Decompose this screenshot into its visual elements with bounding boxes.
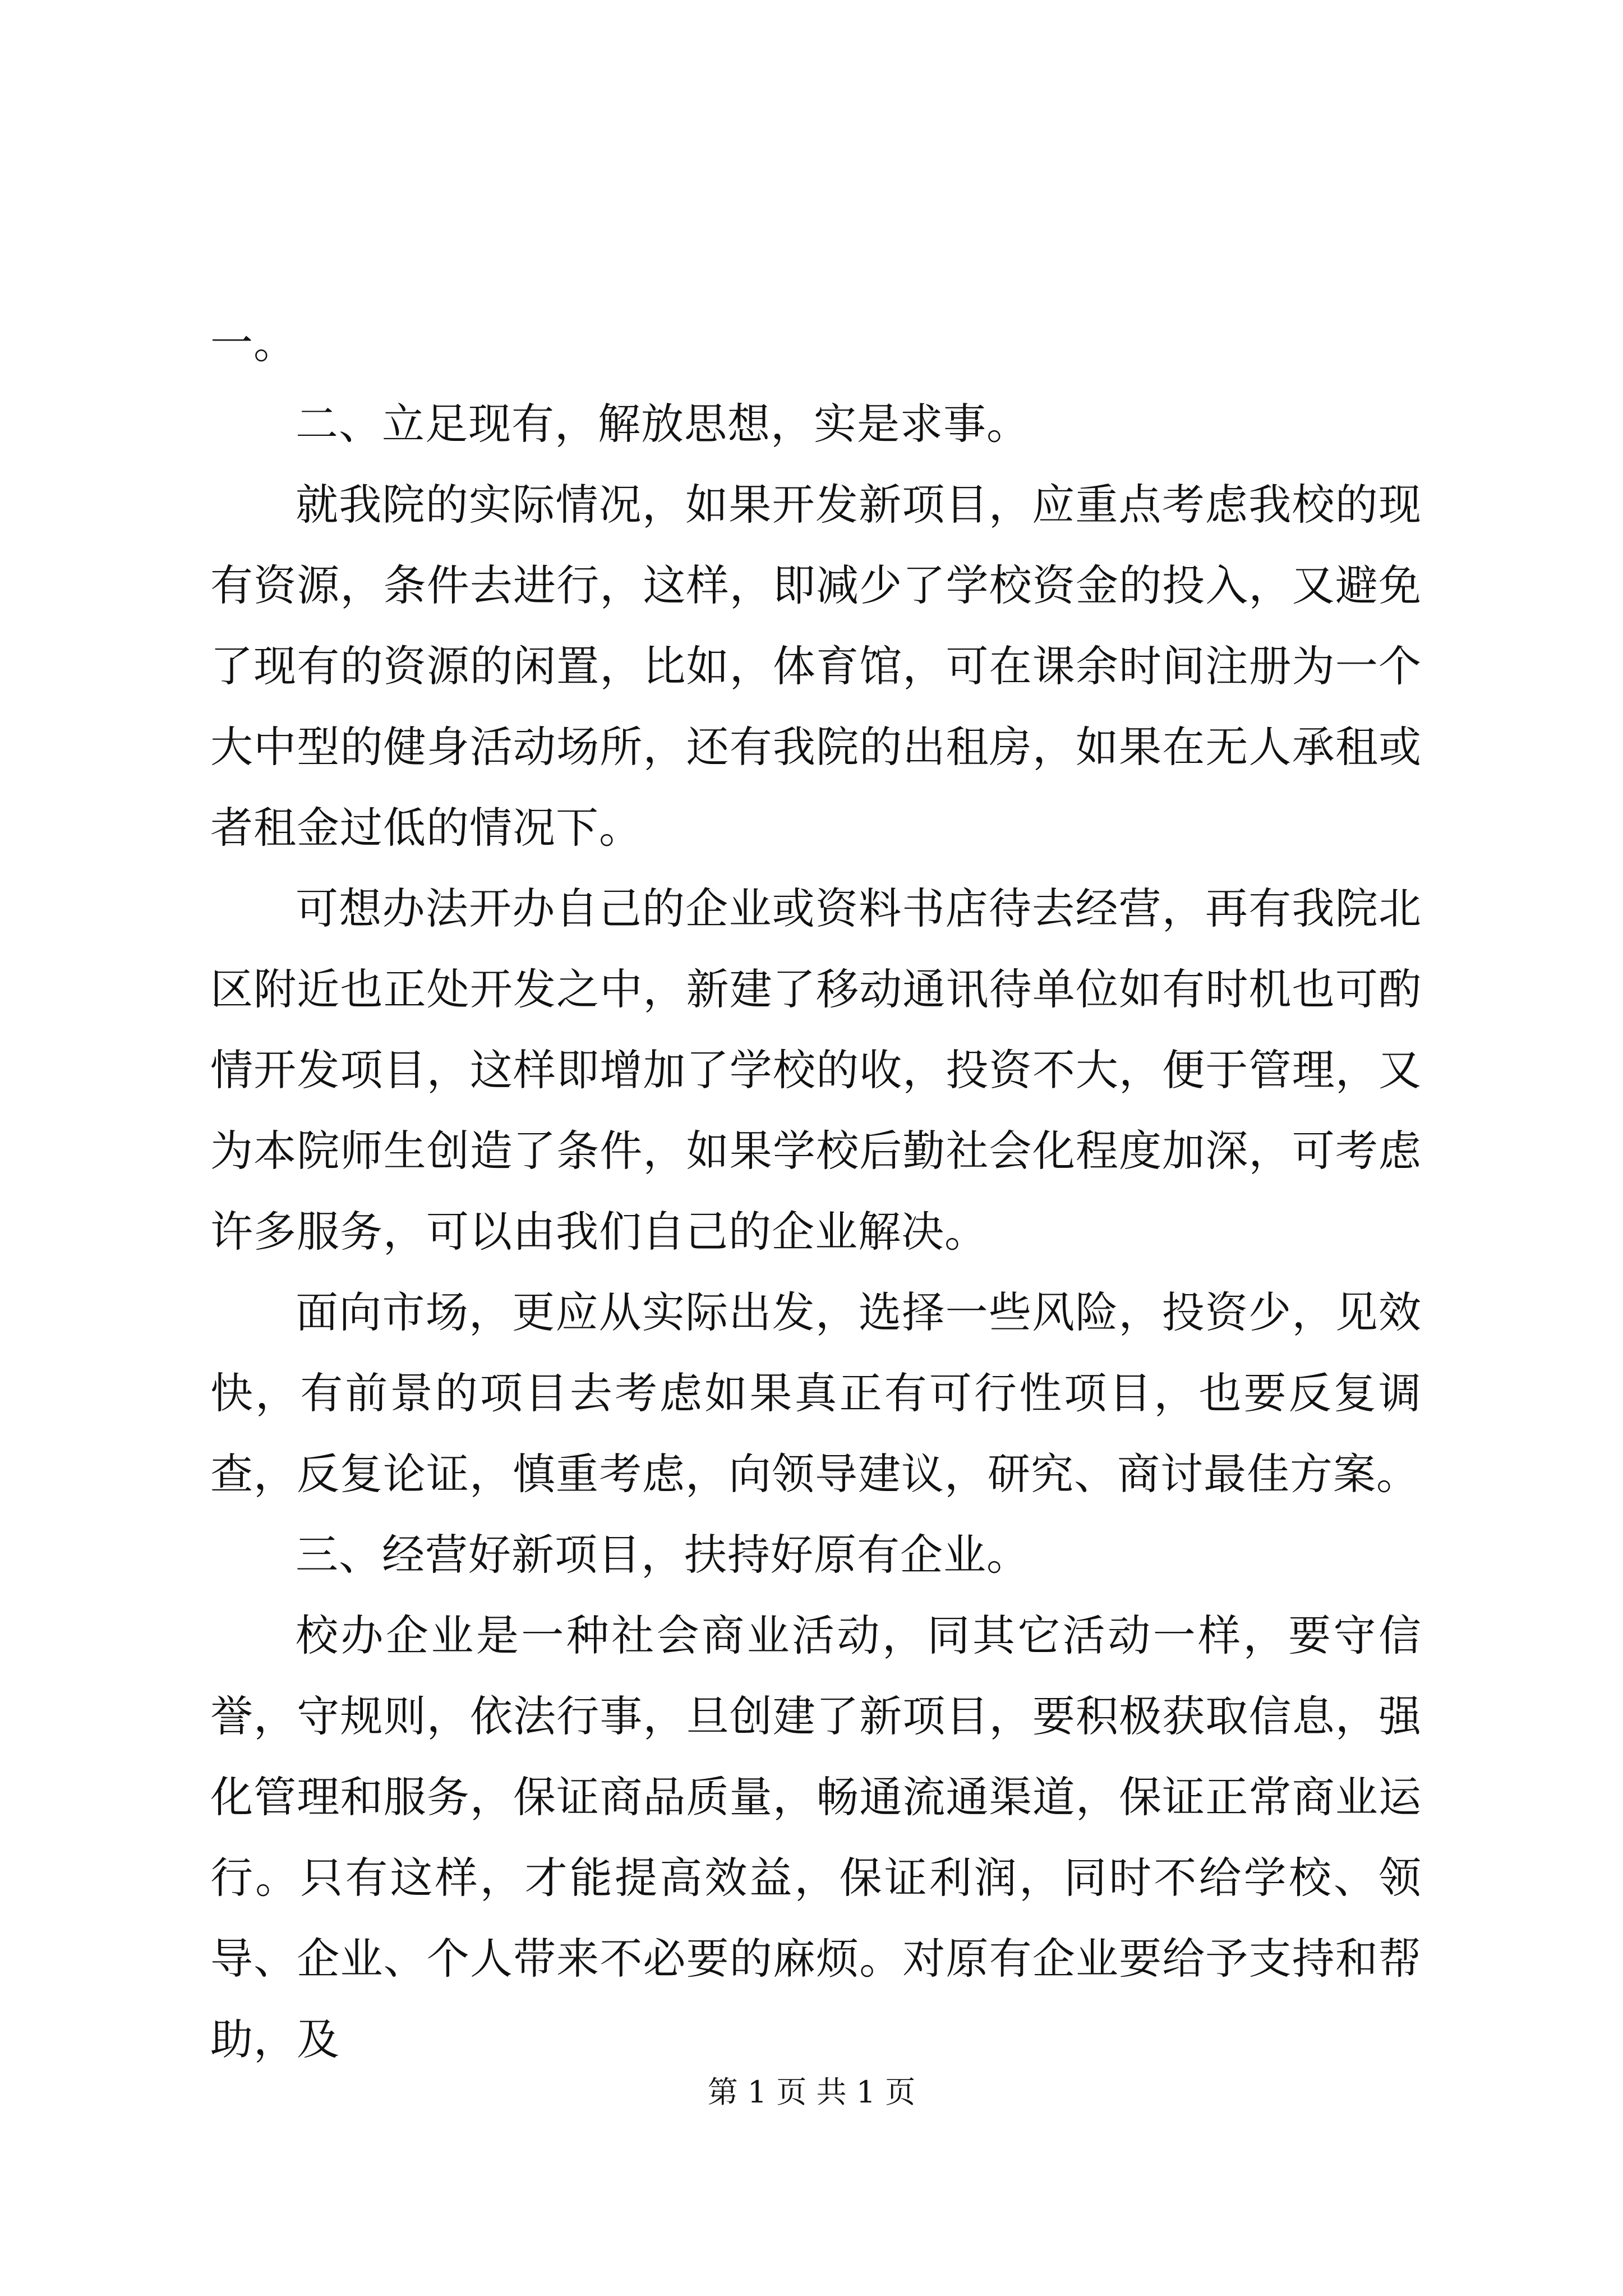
page-footer: 第 1 页 共 1 页 — [707, 2074, 916, 2110]
document-body — [210, 303, 1422, 2080]
paragraph-4: 可想办法开办自己的企业或资料书店待去经营，再有我院北区附近也正处开发之中，新建了移动通讯待单位如有时机也可酌情开发项目，这样即增加了学校的收，投资不大，便于管理，又为本院师生创造了条件，如果学校后勤社会化程度加深，可考虑许多服务，可以由我们自己的企业解决。 — [210, 884, 1422, 1257]
paragraph-1: 一。 — [210, 318, 297, 368]
paragraph-5: 面向市场，更应从实际出发，选择一些风险，投资少，见效快，有前景的项目去考虑如果真正有可行性项目，也要反复调查，反复论证，慎重考虑，向领导建议，研究、商讨最佳方案。 — [210, 1287, 1422, 1499]
paragraph-7: 校办企业是一种社会商业活动，同其它活动一样，要守信誉，守规则，依法行事，旦创建了新项目，要积极获取信息，强化管理和服务，保证商品质量，畅通流通渠道，保证正常商业运行。只有这样，才能提高效益，保证利润，同时不给学校、领导、企业、个人带来不必要的麻烦。对原有企业要给予支持和帮助，及 — [210, 1611, 1422, 2064]
paragraph-3: 就我院的实际情况，如果开发新项目，应重点考虑我校的现有资源，条件去进行，这样，即减少了学校资金的投入，又避免了现有的资源的闲置，比如，体育馆，可在课余时间注册为一个大中型的健身活动场所，还有我院的出租房，如果在无人承租或者租金过低的情况下。 — [210, 480, 1422, 853]
paragraph-2-heading: 二、立足现有，解放思想，实是求事。 — [296, 399, 1030, 449]
paragraph-6-heading: 三、经营好新项目，扶持好原有企业。 — [296, 1530, 1030, 1580]
